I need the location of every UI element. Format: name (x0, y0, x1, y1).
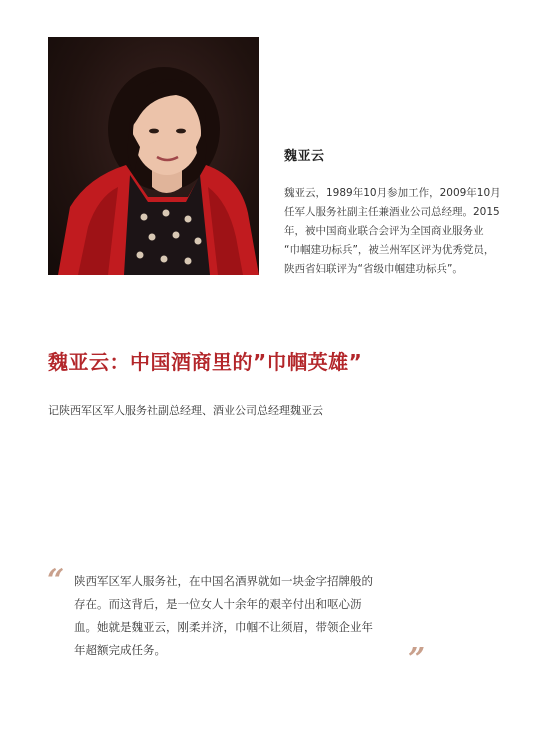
quote-line: 年超额完成任务。 (74, 643, 166, 657)
open-quote-icon: “ (47, 563, 65, 598)
bio-line: 陕西省妇联评为“省级巾帼建功标兵”。 (284, 263, 463, 275)
bio-line: 任军人服务社副主任兼酒业公司总经理。2015 (284, 206, 500, 218)
profile-bio (284, 184, 516, 279)
bio-line: “巾帼建功标兵”，被兰州军区评为优秀党员， (284, 244, 495, 256)
quote-line: 血。她就是魏亚云，刚柔并济，巾帼不让须眉，带领企业年 (74, 620, 373, 634)
bio-line: 魏亚云，1989年10月参加工作，2009年10月 (284, 187, 501, 199)
bio-line: 年，被中国商业联合会评为全国商业服务业 (284, 225, 484, 237)
close-quote-icon: ” (408, 642, 426, 677)
quote-line: 存在。而这背后，是一位女人十余年的艰辛付出和呕心沥 (74, 597, 362, 611)
quote-line: 陕西军区军人服务社，在中国名酒界就如一块金字招牌般的 (74, 574, 373, 588)
article-subheadline: 记陕西军区军人服务社副总经理、酒业公司总经理魏亚云 (48, 404, 323, 417)
profile-photo (48, 37, 259, 275)
article-headline: 魏亚云：中国酒商里的”巾帼英雄” (48, 350, 363, 374)
portrait-illustration (48, 37, 259, 275)
pull-quote (74, 570, 414, 662)
profile-name: 魏亚云 (284, 149, 325, 164)
